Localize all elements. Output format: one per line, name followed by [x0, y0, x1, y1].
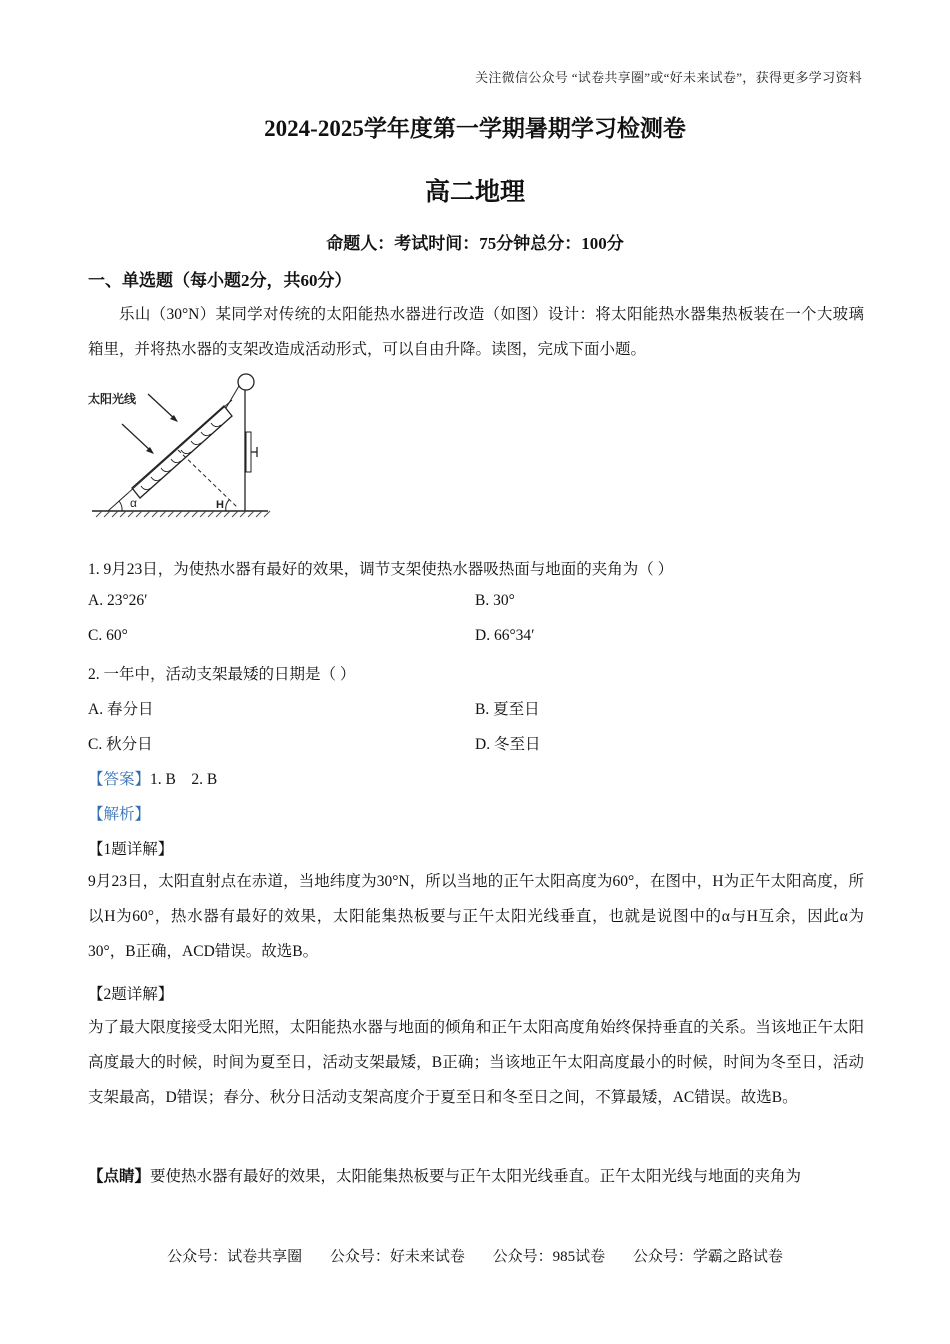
sun-ray-arrow-2	[122, 424, 152, 452]
tip-paragraph	[88, 1159, 864, 1194]
q1-stem: 1. 9月23日，为使热水器有最好的效果，调节支架使热水器吸热面与地面的夹角为（ ）	[88, 561, 674, 578]
question-intro: 乐山（30°N）某同学对传统的太阳能热水器进行改造（如图）设计：将太阳能热水器集热板装在一个大玻璃箱里，并将热水器的支架改造成活动形式，可以自由升降。读图，完成下面小题。	[88, 306, 864, 358]
adjustable-bracket	[246, 432, 251, 472]
detail-1-title: 【1题详解】	[88, 841, 174, 858]
collector-box	[132, 406, 232, 498]
footer	[0, 1245, 950, 1266]
sun-ray-arrow-1	[148, 394, 176, 420]
answer-tag: 【答案】	[88, 771, 151, 788]
detail-2-title: 【2题详解】	[88, 986, 174, 1003]
footer-account-2: 公众号：好未来试卷	[329, 1249, 465, 1265]
sun-ray-dashed	[178, 450, 238, 508]
support-rope	[226, 386, 239, 408]
subject-title: 高二地理	[424, 179, 525, 206]
solar-heater-figure	[86, 370, 276, 520]
footer-account-3: 公众号：985试卷	[492, 1249, 606, 1265]
detail-1-text: 9月23日，太阳直射点在赤道，当地纬度为30°N，所以当地的正午太阳高度为60°，在图中，H为正午太阳高度，所以H为60°，热水器有最好的效果，太阳能集热板要与正午太阳光线垂直，也就是说图中的α与H互余，因此α为30°，B正确，ACD错误。故选B。	[88, 873, 864, 960]
header-note: 关注微信公众号 “试卷共享圈”或“好未来试卷”，获得更多学习资料	[475, 70, 862, 85]
analysis-tag: 【解析】	[88, 806, 151, 823]
q2-stem: 2. 一年中，活动支架最矮的日期是（ ）	[88, 666, 356, 683]
exam-info: 命题人：考试时间：75分钟总分：100分	[326, 234, 624, 253]
detail-2-text: 为了最大限度接受太阳光照，太阳能热水器与地面的倾角和正午太阳高度角始终保持垂直的关系。当该地正午太阳高度最大的时候，时间为夏至日，活动支架最矮，B正确；当该地正午太阳高度最小的时候，时间为冬至日，活动支架最高，D错误；春分、秋分日活动支架高度介于夏至日和冬至日之间，不算最矮，AC错误。故选B。	[88, 1019, 864, 1106]
q2-option-b: B. 夏至日	[475, 701, 540, 718]
q2-option-d: D. 冬至日	[475, 736, 541, 753]
h-label: H	[216, 499, 224, 511]
tip-text: 要使热水器有最好的效果，太阳能集热板要与正午太阳光线垂直。正午太阳光线与地面的夹角为	[150, 1168, 802, 1185]
ground-hatching	[96, 511, 270, 517]
footer-account-1: 公众号：试卷共享圈	[167, 1249, 303, 1265]
section-heading: 一、单选题（每小题2分，共60分）	[88, 271, 352, 290]
q1-option-d: D. 66°34′	[475, 627, 535, 644]
alpha-arc	[119, 501, 122, 511]
q1-option-c: C. 60°	[88, 627, 128, 644]
panel-base-line	[108, 400, 232, 511]
tip-tag: 【点睛】	[88, 1168, 151, 1185]
exam-title: 2024-2025学年度第一学期暑期学习检测卷	[264, 116, 686, 141]
pulley-icon	[238, 374, 254, 390]
h-arc	[226, 500, 229, 511]
footer-account-4: 公众号：学霸之路试卷	[632, 1249, 783, 1265]
answer-text: 1. B 2. B	[150, 771, 218, 788]
alpha-label: α	[130, 496, 137, 510]
answer-line	[88, 767, 217, 789]
q1-option-a: A. 23°26′	[88, 592, 148, 609]
q1-option-b: B. 30°	[475, 592, 515, 609]
sun-rays-label: 太阳光线	[88, 392, 137, 406]
q2-option-c: C. 秋分日	[88, 736, 153, 753]
q2-option-a: A. 春分日	[88, 701, 154, 718]
